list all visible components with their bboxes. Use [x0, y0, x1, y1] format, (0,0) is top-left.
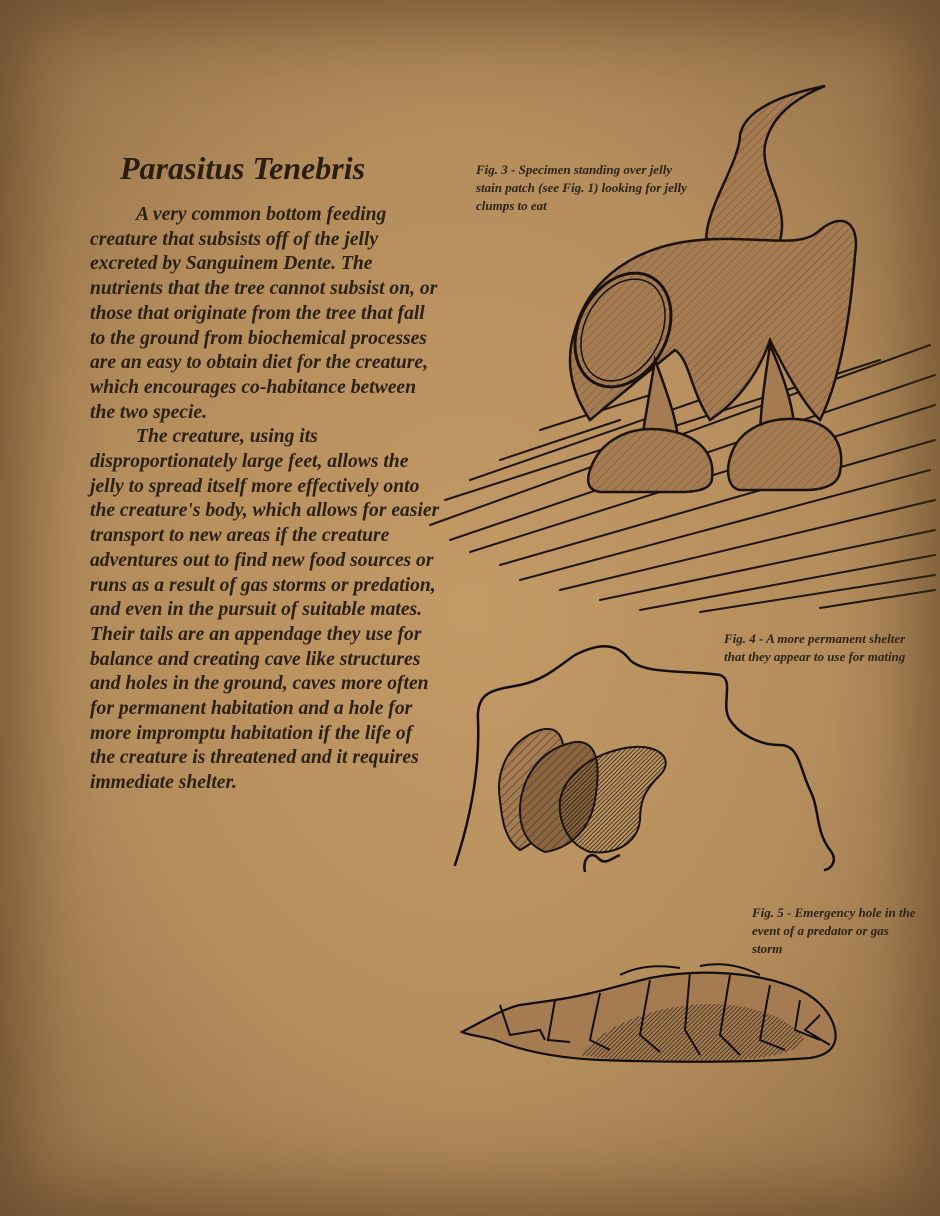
- page-title: Parasitus Tenebris: [120, 150, 366, 186]
- figure-3-caption: Fig. 3 - Specimen standing over jelly stain patch (see Fig. 1) looking for jelly clumps to eat: [476, 162, 687, 213]
- paragraph-diet: A very common bottom feeding creature that subsists off of the jelly excreted by Sanguinem Dente. The nutrients that the tree cannot subsist on, or those that originate from the tree that fall to the ground from biochemical processes are an easy to obtain diet for the creature, which encourages co-habitance between the two specie.: [90, 204, 438, 423]
- paragraph-behavior: The creature, using its disproportionately large feet, allows the jelly to spread itself more effectively onto the creature's body, which allows for easier transport to new areas if the creature adventures out to find new food sources or runs as a result of gas storms or predation, and even in the pursuit of suitable mates. Their tails are an appendage they use for balance and creating cave like structures and holes in the ground, caves more often for permanent habitation and a hole for more impromptu habitation if the life of the creature is threatened and it requires immediate shelter.: [90, 426, 440, 794]
- figure-4-caption: Fig. 4 - A more permanent shelter that they appear to use for mating: [724, 631, 906, 664]
- figure-5-caption: Fig. 5 - Emergency hole in the event of a predator or gas storm: [752, 905, 916, 956]
